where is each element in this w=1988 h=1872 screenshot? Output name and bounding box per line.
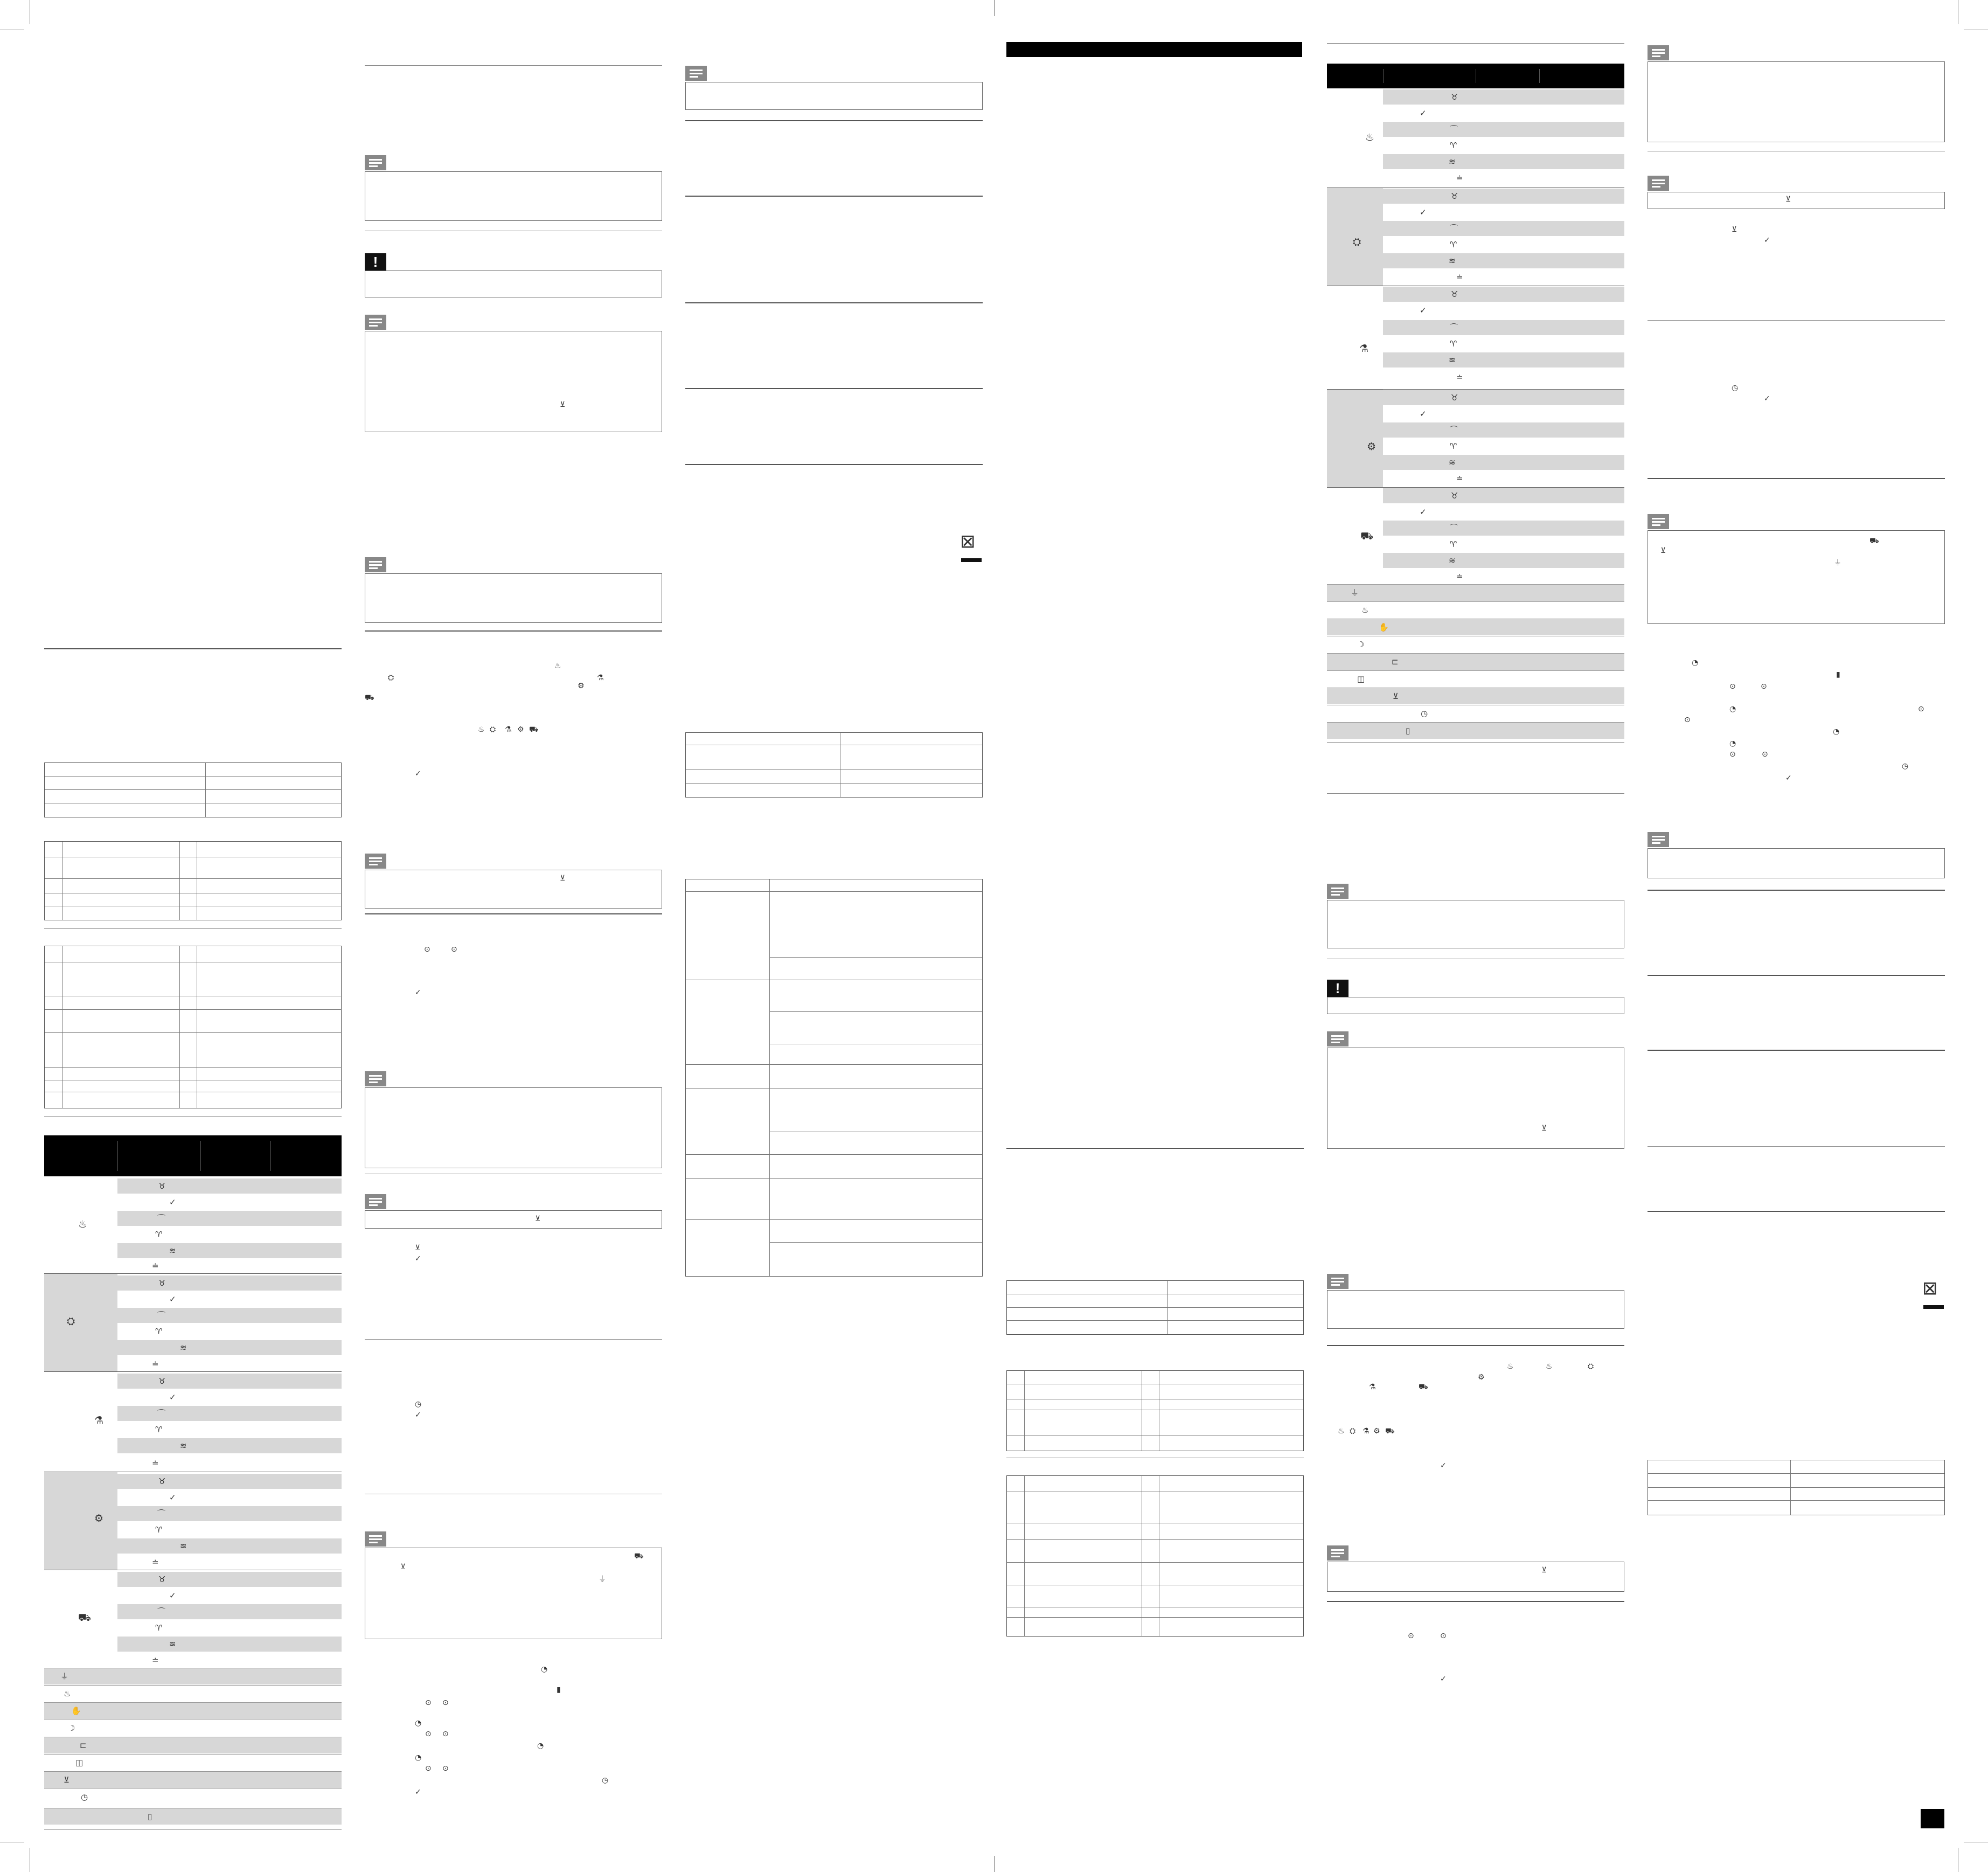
bean-icon: ≋ bbox=[1449, 157, 1456, 167]
warning-icon: ! bbox=[365, 253, 386, 271]
bowl-icon: ⊻ bbox=[1660, 546, 1666, 555]
timer-icon: ◷ bbox=[1421, 709, 1428, 718]
soup-pot-icon: ⚗ bbox=[1363, 1427, 1370, 1436]
crop-mark bbox=[994, 1856, 995, 1872]
bowl-icon: ⊻ bbox=[64, 1775, 69, 1785]
stew-pot-icon: ⚙ bbox=[94, 1513, 104, 1524]
pig-icon: ♈ bbox=[1450, 339, 1457, 349]
section-divider bbox=[1327, 1601, 1624, 1602]
cow-icon: ♉ bbox=[158, 1476, 166, 1486]
cow-icon: ♉ bbox=[158, 1278, 166, 1288]
note-box bbox=[365, 870, 662, 909]
bean-icon: ≋ bbox=[169, 1246, 176, 1256]
check-icon: ✓ bbox=[415, 1254, 421, 1263]
column-4 bbox=[1006, 0, 1304, 1872]
clock-icon: ◔ bbox=[415, 1753, 422, 1762]
minus-icon: ⊙ bbox=[442, 1730, 449, 1738]
bean-icon: ≋ bbox=[1449, 355, 1456, 365]
note-box bbox=[1648, 192, 1945, 209]
note-icon bbox=[685, 66, 707, 81]
pig-icon: ♈ bbox=[155, 1525, 163, 1535]
pig-icon: ♈ bbox=[1450, 141, 1457, 150]
cow-icon: ♉ bbox=[158, 1575, 166, 1584]
fish-icon: ⌒ bbox=[1450, 523, 1458, 533]
bowl-icon: ⊻ bbox=[415, 1244, 421, 1252]
weee-bin-icon: ⊠ bbox=[960, 532, 976, 551]
section-divider bbox=[1006, 1148, 1304, 1149]
stew-pot-icon: ⚙ bbox=[1478, 1373, 1485, 1382]
minus-icon: ⊙ bbox=[442, 1698, 449, 1707]
soup-pot-icon: ⚗ bbox=[1359, 343, 1369, 355]
pig-icon: ♈ bbox=[155, 1425, 163, 1434]
cooking-program-table bbox=[1327, 64, 1624, 743]
section-divider bbox=[44, 1116, 342, 1117]
section-divider bbox=[365, 913, 662, 914]
chicken-icon: ✓ bbox=[169, 1392, 176, 1402]
plus-icon: ⊙ bbox=[1918, 705, 1924, 713]
stew-pot-icon: ⚙ bbox=[1373, 1427, 1380, 1436]
steam-pot-icon: ⛭ bbox=[1353, 236, 1361, 248]
steam-pot-icon: ⛭ bbox=[1350, 1427, 1356, 1436]
section-divider bbox=[1648, 478, 1945, 479]
check-icon: ✓ bbox=[415, 769, 421, 778]
clock-icon: ◔ bbox=[1833, 727, 1840, 736]
note-icon bbox=[1327, 1545, 1348, 1561]
bowl-icon: ⊻ bbox=[560, 400, 566, 409]
pot-icon: ♨ bbox=[1546, 1362, 1553, 1371]
warning-icon: ! bbox=[1327, 980, 1348, 997]
note-icon bbox=[365, 1531, 386, 1547]
section-divider bbox=[1648, 975, 1945, 976]
bake-icon: ☽ bbox=[1357, 640, 1365, 649]
cooking-program-table bbox=[44, 1135, 342, 1829]
section-divider bbox=[1648, 1050, 1945, 1051]
table-header bbox=[1327, 64, 1624, 88]
fish-icon: ⌒ bbox=[1450, 323, 1458, 332]
note-icon bbox=[1327, 884, 1348, 899]
clock-icon: ◔ bbox=[541, 1665, 548, 1674]
custom-icon: ≐ bbox=[1456, 372, 1463, 382]
section-divider bbox=[685, 120, 983, 121]
spec-table bbox=[1006, 1280, 1304, 1335]
pressure-pot-icon: ◫ bbox=[75, 1758, 84, 1767]
clock-icon: ◔ bbox=[537, 1742, 544, 1750]
sausage-icon: ⊏ bbox=[80, 1741, 87, 1750]
plus-icon: ⊙ bbox=[1729, 682, 1736, 691]
steam-pot-icon: ⛭ bbox=[388, 674, 394, 682]
chicken-icon: ✓ bbox=[1420, 507, 1427, 517]
cow-icon: ♉ bbox=[158, 1181, 166, 1191]
steam-icon: ♨ bbox=[64, 1689, 71, 1698]
soup-pot-icon: ⚗ bbox=[597, 674, 604, 682]
cow-icon: ♉ bbox=[158, 1376, 166, 1386]
section-divider bbox=[685, 464, 983, 465]
robot-pot-icon: ⛟ bbox=[1869, 537, 1879, 545]
check-icon: ✓ bbox=[415, 1411, 421, 1419]
check-icon: ✓ bbox=[1785, 774, 1792, 782]
weee-bin-icon: ⊠ bbox=[1922, 1279, 1938, 1298]
title-bar bbox=[1006, 42, 1302, 57]
pot-icon: ♨ bbox=[478, 725, 485, 734]
thermometer-icon: ▮ bbox=[1836, 670, 1840, 679]
fish-icon: ⌒ bbox=[1450, 224, 1458, 233]
pig-icon: ♈ bbox=[1450, 240, 1457, 249]
note-box bbox=[1327, 1562, 1624, 1592]
plus-icon: ⊙ bbox=[425, 1698, 432, 1707]
minus-icon: ⊙ bbox=[442, 1764, 449, 1773]
column-5 bbox=[1327, 0, 1624, 1872]
bean-icon: ≋ bbox=[1449, 256, 1456, 266]
minus-icon: ⊙ bbox=[1761, 682, 1767, 691]
pot-icon: ♨ bbox=[1507, 1362, 1514, 1371]
bean-icon: ≋ bbox=[180, 1541, 187, 1551]
timer-icon: ◷ bbox=[1732, 384, 1739, 392]
custom-icon: ≐ bbox=[152, 1359, 159, 1369]
bean-icon: ≋ bbox=[180, 1343, 187, 1353]
pig-icon: ♈ bbox=[1450, 539, 1457, 549]
robot-pot-icon: ⛟ bbox=[1385, 1427, 1395, 1436]
custom-icon: ≐ bbox=[152, 1557, 159, 1567]
bowl-icon: ⊻ bbox=[560, 874, 566, 883]
check-icon: ✓ bbox=[1764, 236, 1770, 245]
steam-pot-icon: ⛭ bbox=[1588, 1362, 1594, 1371]
hand-icon: ✋ bbox=[71, 1706, 81, 1716]
custom-icon: ≐ bbox=[152, 1458, 159, 1468]
pig-icon: ♈ bbox=[1450, 441, 1457, 451]
section-divider bbox=[1648, 1146, 1945, 1147]
fish-icon: ⌒ bbox=[157, 1214, 166, 1223]
steam-pot-icon: ⛭ bbox=[67, 1315, 75, 1327]
fish-icon: ⌒ bbox=[157, 1409, 166, 1418]
column-1 bbox=[44, 0, 342, 1872]
warning-box bbox=[365, 271, 662, 297]
check-icon: ✓ bbox=[1440, 1675, 1447, 1683]
note-icon bbox=[1648, 514, 1669, 529]
stew-pot-icon: ⚙ bbox=[1367, 441, 1377, 453]
warning-box bbox=[1327, 997, 1624, 1014]
timer-icon: ◷ bbox=[81, 1792, 88, 1802]
soup-pot-icon: ⚗ bbox=[1369, 1383, 1376, 1391]
note-icon bbox=[365, 557, 386, 572]
bowl-icon: ⊻ bbox=[1541, 1124, 1547, 1133]
robot-pot-icon: ⛟ bbox=[365, 694, 374, 702]
chicken-icon: ✓ bbox=[1420, 207, 1427, 217]
plus-icon: ⊙ bbox=[1408, 1632, 1414, 1640]
check-icon: ✓ bbox=[415, 988, 421, 997]
crop-mark bbox=[994, 0, 995, 16]
section-divider bbox=[365, 65, 662, 66]
note-box bbox=[1327, 1048, 1624, 1149]
plus-icon: ⊙ bbox=[424, 945, 430, 954]
slow-cook-icon: ⏚ bbox=[599, 1575, 606, 1584]
troubleshooting-table bbox=[685, 879, 983, 1277]
pot-icon: ♨ bbox=[1365, 131, 1375, 143]
section-divider bbox=[1327, 793, 1624, 794]
timer-icon: ◷ bbox=[415, 1400, 422, 1409]
custom-icon: ≐ bbox=[1456, 474, 1463, 483]
chicken-icon: ✓ bbox=[169, 1591, 176, 1600]
pig-icon: ♈ bbox=[155, 1327, 163, 1336]
column-3 bbox=[685, 0, 983, 1872]
bowl-icon: ⊻ bbox=[1785, 195, 1791, 204]
fish-icon: ⌒ bbox=[1450, 124, 1458, 134]
control-panel-table bbox=[1006, 1475, 1304, 1637]
check-icon: ✓ bbox=[415, 1788, 421, 1797]
page-number bbox=[1921, 1809, 1944, 1828]
chicken-icon: ✓ bbox=[169, 1294, 176, 1304]
note-box bbox=[685, 82, 983, 110]
table-header bbox=[44, 1135, 342, 1176]
note-icon bbox=[365, 1194, 386, 1209]
robot-pot-icon: ⛟ bbox=[78, 1612, 91, 1624]
soup-pot-icon: ⚗ bbox=[505, 725, 512, 734]
pig-icon: ♈ bbox=[155, 1623, 163, 1633]
pot-icon: ♨ bbox=[78, 1218, 88, 1230]
parts-table bbox=[44, 841, 342, 920]
note-box bbox=[365, 573, 662, 623]
note-icon bbox=[365, 315, 386, 330]
fish-icon: ⌒ bbox=[1450, 425, 1458, 435]
section-divider bbox=[44, 928, 342, 929]
section-divider bbox=[1327, 43, 1624, 44]
section-divider bbox=[1648, 1211, 1945, 1212]
note-icon bbox=[1648, 45, 1669, 60]
column-2 bbox=[365, 0, 662, 1872]
cow-icon: ♉ bbox=[1451, 92, 1458, 102]
bake-icon: ☽ bbox=[68, 1723, 75, 1733]
slow-cook-icon: ⏚ bbox=[60, 1672, 69, 1681]
chicken-icon: ✓ bbox=[169, 1197, 176, 1207]
chicken-icon: ✓ bbox=[1420, 409, 1427, 419]
note-icon bbox=[1648, 176, 1669, 191]
robot-pot-icon: ⛟ bbox=[1419, 1383, 1428, 1391]
minus-icon: ⊙ bbox=[1684, 716, 1691, 724]
section-divider bbox=[365, 1339, 662, 1340]
robot-pot-icon: ⛟ bbox=[1360, 530, 1373, 542]
cow-icon: ♉ bbox=[1451, 393, 1458, 403]
note-box bbox=[1327, 900, 1624, 948]
robot-pot-icon: ⛟ bbox=[634, 1552, 644, 1561]
slow-cook-icon: ⏚ bbox=[1834, 559, 1841, 567]
note-icon bbox=[1327, 1274, 1348, 1289]
plus-icon: ⊙ bbox=[1729, 750, 1736, 759]
note-icon bbox=[365, 1071, 386, 1086]
slow-cook-icon: ⏚ bbox=[1351, 588, 1359, 598]
soup-pot-icon: ⚗ bbox=[94, 1415, 104, 1426]
note-box bbox=[365, 331, 662, 432]
spec-table bbox=[1648, 1460, 1945, 1515]
custom-icon: ≐ bbox=[1456, 173, 1463, 183]
column-6 bbox=[1648, 0, 1945, 1872]
cow-icon: ♉ bbox=[1451, 289, 1458, 299]
sausage-icon: ⊏ bbox=[1392, 657, 1399, 667]
clock-icon: ◔ bbox=[1729, 705, 1736, 713]
section-divider bbox=[1648, 890, 1945, 891]
thermometer-icon: ▮ bbox=[557, 1686, 561, 1694]
note-box bbox=[1648, 530, 1945, 624]
cow-icon: ♉ bbox=[1451, 191, 1458, 201]
parts-table bbox=[1006, 1370, 1304, 1451]
bowl-icon: ⊻ bbox=[1541, 1566, 1547, 1575]
plus-icon: ⊙ bbox=[425, 1764, 432, 1773]
section-divider bbox=[685, 388, 983, 389]
note-box bbox=[1648, 61, 1945, 142]
custom-icon: ≐ bbox=[152, 1655, 159, 1665]
chicken-icon: ✓ bbox=[169, 1493, 176, 1502]
plus-icon: ⊙ bbox=[425, 1730, 432, 1738]
stew-pot-icon: ⚙ bbox=[517, 725, 524, 734]
pressure-pot-icon: ◫ bbox=[1357, 674, 1365, 684]
robot-pot-icon: ⛟ bbox=[529, 725, 539, 734]
note-icon bbox=[1327, 1031, 1348, 1046]
fish-icon: ⌒ bbox=[157, 1509, 166, 1519]
pig-icon: ♈ bbox=[155, 1230, 163, 1239]
note-box bbox=[1648, 848, 1945, 878]
note-icon bbox=[365, 155, 386, 170]
section-divider bbox=[365, 630, 662, 632]
section-divider bbox=[44, 648, 342, 649]
minus-icon: ⊙ bbox=[1440, 1632, 1447, 1640]
control-panel-table bbox=[44, 946, 342, 1108]
note-box bbox=[365, 1548, 662, 1639]
note-icon bbox=[365, 854, 386, 869]
timer-icon: ◷ bbox=[602, 1776, 609, 1785]
steam-icon: ♨ bbox=[1361, 605, 1369, 615]
bean-icon: ≋ bbox=[1449, 457, 1456, 467]
clock-icon: ◔ bbox=[415, 1719, 422, 1728]
chicken-icon: ✓ bbox=[1420, 108, 1427, 118]
fish-icon: ⌒ bbox=[157, 1311, 166, 1320]
spec-table bbox=[685, 732, 983, 798]
bowl-icon: ⊻ bbox=[1393, 691, 1399, 701]
bean-icon: ≋ bbox=[169, 1639, 176, 1649]
bean-icon: ≋ bbox=[180, 1441, 187, 1451]
bowl-icon: ⊻ bbox=[535, 1215, 541, 1223]
bowl-icon: ⊻ bbox=[400, 1563, 406, 1571]
pot-icon: ♨ bbox=[554, 662, 561, 670]
check-icon: ✓ bbox=[1440, 1461, 1447, 1470]
fish-icon: ⌒ bbox=[157, 1607, 166, 1617]
section-divider bbox=[685, 196, 983, 197]
check-icon: ✓ bbox=[1764, 394, 1770, 403]
cow-icon: ♉ bbox=[1451, 491, 1458, 501]
stew-pot-icon: ⚙ bbox=[578, 682, 585, 690]
lock-icon: ▯ bbox=[1406, 726, 1410, 736]
note-icon bbox=[1648, 832, 1669, 847]
chicken-icon: ✓ bbox=[1420, 306, 1427, 315]
custom-icon: ≐ bbox=[152, 1261, 159, 1271]
custom-icon: ≐ bbox=[1456, 572, 1463, 581]
hand-icon: ✋ bbox=[1379, 622, 1389, 632]
section-divider bbox=[1327, 1345, 1624, 1346]
spec-table bbox=[44, 762, 342, 817]
note-box bbox=[365, 171, 662, 221]
custom-icon: ≐ bbox=[1456, 272, 1463, 282]
section-divider bbox=[1648, 320, 1945, 321]
note-box bbox=[1327, 1290, 1624, 1329]
minus-icon: ⊙ bbox=[1762, 750, 1768, 759]
minus-icon: ⊙ bbox=[451, 945, 457, 954]
clock-icon: ◔ bbox=[1692, 658, 1699, 667]
bowl-icon: ⊻ bbox=[1732, 225, 1737, 234]
note-box bbox=[365, 1087, 662, 1168]
timer-icon: ◷ bbox=[1902, 762, 1909, 771]
steam-pot-icon: ⛭ bbox=[490, 725, 496, 734]
pot-icon: ♨ bbox=[1338, 1427, 1345, 1436]
note-box bbox=[365, 1210, 662, 1229]
lock-icon: ▯ bbox=[148, 1812, 152, 1821]
clock-icon: ◔ bbox=[1729, 739, 1736, 748]
section-divider bbox=[685, 302, 983, 303]
bean-icon: ≋ bbox=[1449, 556, 1456, 565]
